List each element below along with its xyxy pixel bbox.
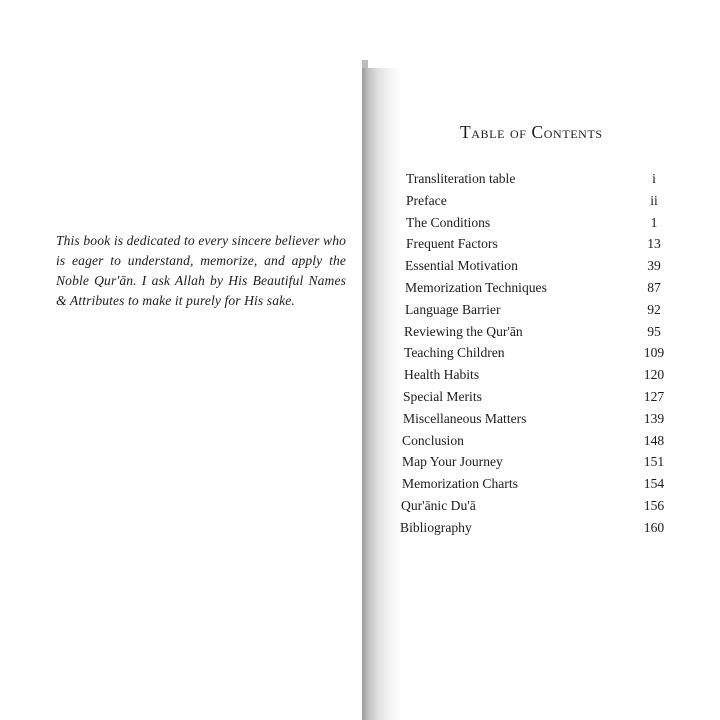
toc-entry-page: 156 [643,497,665,513]
toc-entry [400,386,720,408]
toc-entry [400,255,720,277]
toc-entry [400,517,720,539]
toc-entry-label: Preface [406,192,447,208]
toc-entry [400,342,720,364]
toc-entry-label: Essential Motivation [405,258,518,274]
toc-entry-page: 39 [647,258,661,274]
toc-entry-page: 127 [643,388,665,404]
toc-entry-page: 160 [643,519,665,535]
toc-entry [400,212,720,234]
toc-entry [400,364,720,386]
toc-entry [400,277,720,299]
toc-entry-label: Miscellaneous Matters [403,410,527,426]
toc-entry [400,190,720,212]
toc-entry-page: 95 [647,323,661,339]
toc-entry [400,473,720,495]
toc-entry-label: Language Barrier [405,301,501,317]
toc-entry-page: 13 [647,236,661,252]
toc-entry-label: Memorization Techniques [405,279,547,295]
toc-entry [400,168,720,190]
toc-entry-label: Frequent Factors [406,236,498,252]
toc-entry-page: 148 [643,432,665,448]
toc-entry-label: Special Merits [403,388,482,404]
toc-entry-page: 1 [650,214,658,230]
toc-entry-page: 92 [647,301,661,317]
toc-list [400,168,720,539]
toc-entry-page: 109 [643,345,665,361]
toc-entry-label: Reviewing the Qur'ān [404,323,523,339]
toc-entry [400,233,720,255]
toc-entry [400,321,720,343]
toc-entry-label: Qur'ānic Du'ā [401,497,476,513]
toc-entry-label: Health Habits [404,367,480,383]
toc-entry-label: Map Your Journey [402,454,503,470]
toc-entry-label: Conclusion [402,432,464,448]
toc-entry-label: The Conditions [406,214,491,230]
toc-entry-page: 120 [643,367,665,383]
toc-entry-label: Teaching Children [404,345,505,361]
book-gutter-shadow [362,68,400,720]
toc-entry-page: 87 [647,279,661,295]
toc-entry-page: i [652,171,656,186]
toc-entry [400,408,720,430]
toc-entry-label: Memorization Charts [402,476,518,492]
right-page [400,0,720,720]
toc-entry [400,299,720,321]
toc-entry-label: Bibliography [400,519,472,535]
toc-entry [400,430,720,452]
toc-title: Table of Contents [460,122,603,142]
toc-entry-page: ii [650,192,658,208]
toc-entry [400,451,720,473]
toc-entry-page: 139 [643,410,665,426]
toc-entry [400,495,720,517]
dedication-text: This book is dedicated to every sincere believer who is eager to understand, memorize, and apply the Noble Qur'ān. I ask Allah by His Beautiful Names & Attributes to make it purely for His sake. [56,233,346,308]
toc-entry-page: 151 [643,454,665,470]
toc-entry-page: 154 [643,476,665,492]
toc-entry-label: Transliteration table [406,171,516,186]
